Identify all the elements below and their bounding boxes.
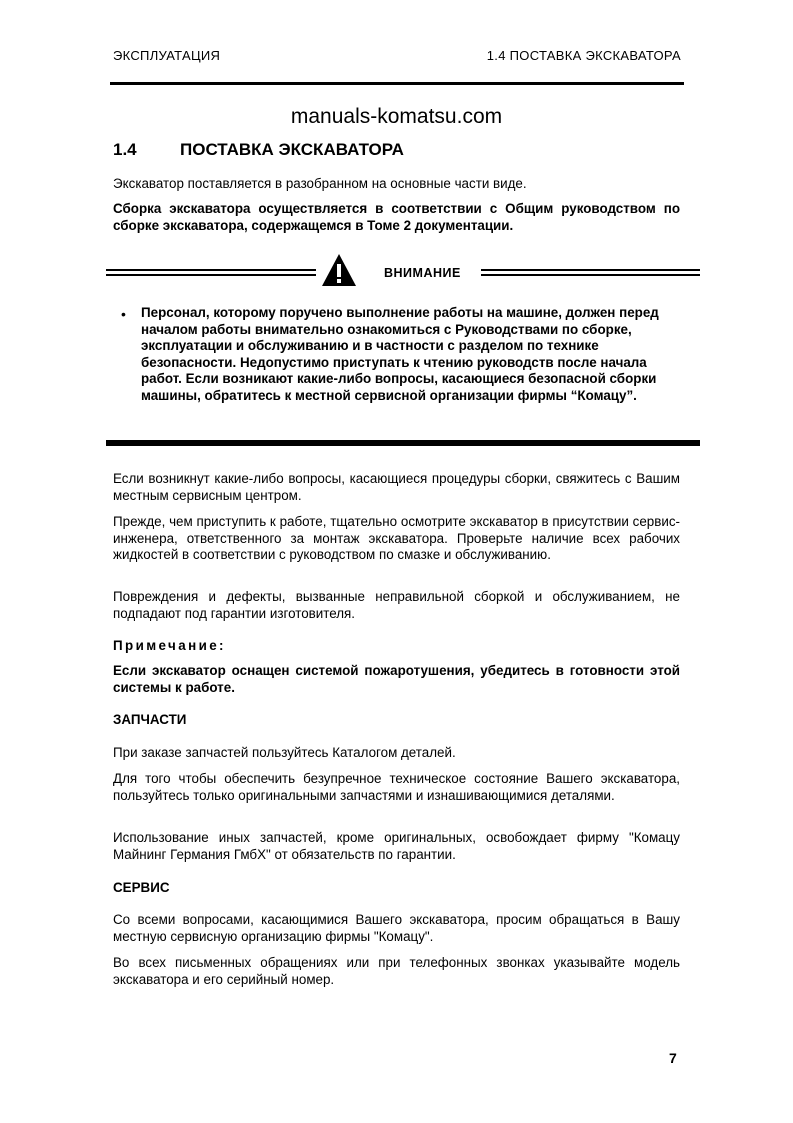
service-heading: СЕРВИС xyxy=(113,880,170,895)
bullet-dot: • xyxy=(121,306,126,322)
parts-paragraph-3: Использование иных запчастей, кроме оригинальных, освобождает фирму "Комацу Майнинг Германия ГмбХ" от обязательств по гарантии. xyxy=(113,830,680,862)
section-title-text: ПОСТАВКА ЭКСКАВАТОРА xyxy=(180,140,404,159)
watermark: manuals-komatsu.com xyxy=(290,105,503,128)
running-header-left: ЭКСПЛУАТАЦИЯ xyxy=(113,48,221,63)
warning-banner xyxy=(106,253,700,289)
intro-paragraph: Экскаватор поставляется в разобранном на основные части виде. xyxy=(113,176,527,191)
section-title xyxy=(113,140,404,160)
page-number: 7 xyxy=(669,1050,677,1066)
section-number: 1.4 xyxy=(113,140,137,159)
parts-paragraph-1: При заказе запчастей пользуйтесь Каталогом деталей. xyxy=(113,745,456,760)
warning-rule-left xyxy=(106,269,316,276)
body-paragraph-1: Если возникнут какие-либо вопросы, касающиеся процедуры сборки, свяжитесь с Вашим местным сервисным центром. xyxy=(113,471,680,503)
warning-end-rule xyxy=(106,440,700,446)
header-divider xyxy=(110,82,684,85)
intro-bold-paragraph: Сборка экскаватора осуществляется в соответствии с Общим руководством по сборке экскаватора, содержащемся в Томе 2 документации. xyxy=(113,201,680,233)
parts-heading: ЗАПЧАСТИ xyxy=(113,712,187,727)
body-paragraph-3: Повреждения и дефекты, вызванные неправильной сборкой и обслуживанием, не подпадают под гарантии изготовителя. xyxy=(113,589,680,621)
warning-bullet-text: Персонал, которому поручено выполнение работы на машине, должен перед началом работы внимательно ознакомиться с Руководствами по сборке, эксплуатации и обслуживанию и в частности с разделом по технике безопасности. Недопустимо приступать к чтению руководств после начала работ. Если возникают какие-либо вопросы, касающиеся безопасной сборки машины, обратитесь к местной сервисной организации фирмы “Комацу”. xyxy=(141,305,659,403)
service-paragraph-1: Со всеми вопросами, касающимися Вашего экскаватора, просим обращаться в Вашу местную сервисную организацию фирмы "Комацу". xyxy=(113,912,680,944)
running-header-right: 1.4 ПОСТАВКА ЭКСКАВАТОРА xyxy=(486,48,681,63)
warning-rule-right xyxy=(481,269,700,276)
body-paragraph-2: Прежде, чем приступить к работе, тщательно осмотрите экскаватор в присутствии сервис-инженера, ответственного за монтаж экскаватора. Проверьте наличие всех рабочих жидкостей в соответствии с руководством по смазке и обслуживанию. xyxy=(113,514,680,562)
parts-paragraph-2: Для того чтобы обеспечить безупречное техническое состояние Вашего экскаватора, пользуйтесь только оригинальными запчастями и изнашивающимися деталями. xyxy=(113,771,680,803)
warning-triangle-icon xyxy=(321,253,357,287)
service-paragraph-2: Во всех письменных обращениях или при телефонных звонках указывайте модель экскаватора и его серийный номер. xyxy=(113,955,680,987)
note-text: Если экскаватор оснащен системой пожаротушения, убедитесь в готовности этой системы к работе. xyxy=(113,663,680,695)
note-heading: Примечание: xyxy=(113,638,226,653)
warning-label: ВНИМАНИЕ xyxy=(384,266,461,280)
